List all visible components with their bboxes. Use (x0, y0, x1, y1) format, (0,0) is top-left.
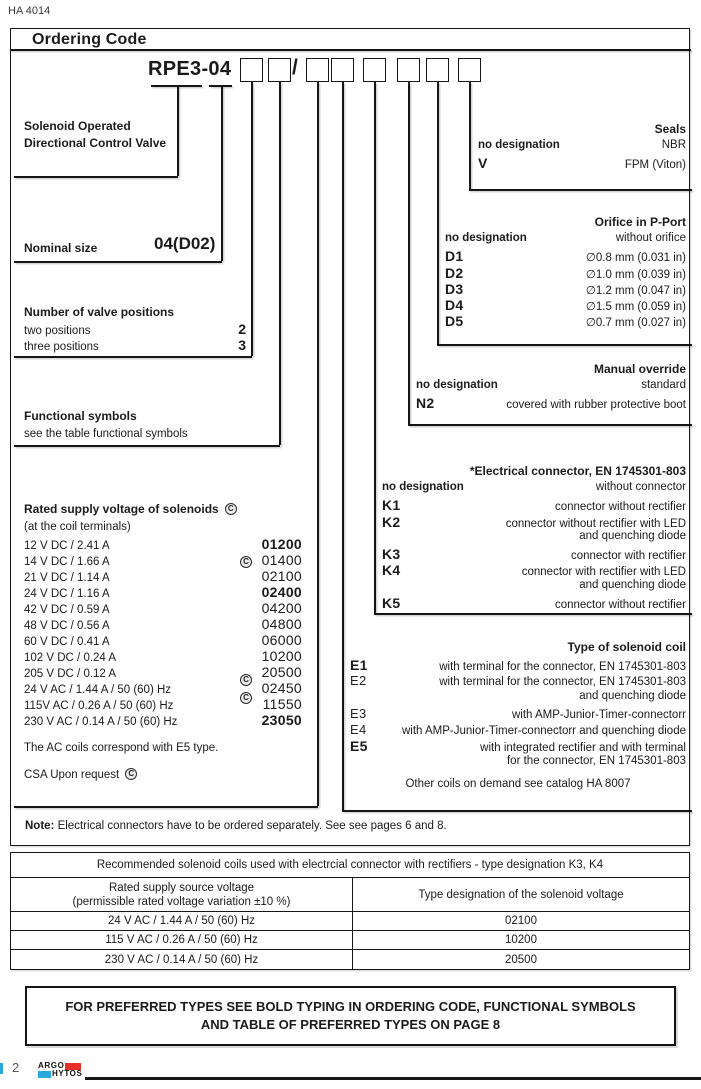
csa-mark-icon (225, 503, 237, 515)
connector-code: K1 (382, 497, 401, 514)
seals-title: Seals (654, 122, 686, 136)
voltage-row (24, 584, 302, 600)
voltage-code: 10200 (261, 648, 302, 664)
connector-row (382, 514, 686, 530)
csa-request-text: CSA Upon request (24, 769, 120, 781)
table-row (11, 931, 689, 950)
coil-row-cont (350, 755, 686, 771)
voltage-label: 115V AC / 0.26 A / 50 (60) Hz (24, 700, 174, 712)
orifice-code: D1 (445, 248, 464, 265)
connector-line-nominal-size (221, 86, 223, 261)
voltage-title (24, 501, 237, 518)
connector-line-voltage (317, 82, 319, 806)
connector-line-coil (342, 82, 344, 810)
code-box-8 (458, 58, 481, 82)
voltage-label: 205 V DC / 0.12 A (24, 668, 117, 680)
table-cell-designation: 20500 (505, 953, 537, 966)
voltage-code: 04800 (261, 616, 302, 632)
valve-type-line1: Solenoid Operated (24, 119, 131, 133)
connector-row (382, 562, 686, 578)
voltage-label: 14 V DC / 1.66 A (24, 556, 110, 568)
nominal-size-label: Nominal size (24, 241, 98, 255)
orifice-row (445, 281, 686, 297)
csa-request-note (24, 767, 137, 783)
coil-desc: with terminal for the connector, EN 1745301-803 (439, 661, 686, 673)
connector-row (382, 481, 686, 497)
voltage-code: 04200 (261, 600, 302, 616)
voltage-label: 102 V DC / 0.24 A (24, 652, 117, 664)
connector-row-cont (382, 530, 686, 546)
connector-code: K3 (382, 546, 401, 563)
connector-code: K5 (382, 595, 401, 612)
coil-row (350, 673, 686, 689)
connector-row (382, 497, 686, 513)
recommended-coils-table (10, 852, 690, 970)
connector-desc2: and quenching diode (579, 578, 686, 591)
footer-rule (85, 1077, 701, 1080)
voltage-code: 06000 (261, 632, 302, 648)
ac-coils-note: The AC coils correspond with E5 type. (24, 742, 219, 754)
orifice-row (445, 232, 686, 248)
position-label: two positions (24, 325, 91, 337)
coil-desc: with AMP-Junior-Timer-connectorr and quenching diode (401, 725, 686, 738)
nominal-size-value: 04(D02) (154, 234, 216, 253)
logo-argo-text: ARGO (38, 1061, 65, 1070)
orifice-desc: ∅1.5 mm (0.059 in) (585, 301, 686, 314)
logo-row-bottom (38, 1070, 82, 1078)
positions-title: Number of valve positions (24, 305, 175, 319)
orifice-desc: ∅1.0 mm (0.039 in) (585, 268, 686, 281)
orifice-desc: without orifice (615, 232, 686, 244)
voltage-label: 24 V AC / 1.44 A / 50 (60) Hz (24, 684, 172, 696)
note-text: Electrical connectors have to be ordered separately. See see pages 6 and 8. (54, 820, 447, 832)
page-title: Ordering Code (32, 31, 147, 48)
voltage-row (24, 664, 302, 680)
connector-desc: connector with rectifier with LED (521, 566, 686, 579)
voltage-label: 12 V DC / 2.41 A (24, 540, 110, 552)
connector-line-orifice (437, 82, 439, 344)
override-title: Manual override (593, 362, 686, 376)
voltage-label: 42 V DC / 0.59 A (24, 604, 110, 616)
underline-orifice (437, 344, 692, 346)
orifice-desc: ∅1.2 mm (0.047 in) (585, 284, 686, 297)
code-box-4 (331, 58, 354, 82)
preferred-line1: FOR PREFERRED TYPES SEE BOLD TYPING IN ORDERING CODE, FUNCTIONAL SYMBOLS (65, 999, 636, 1014)
voltage-code: 02100 (261, 568, 302, 584)
orifice-row (445, 265, 686, 281)
coil-title: Type of solenoid coil (567, 640, 686, 654)
voltage-label: 21 V DC / 1.14 A (24, 572, 110, 584)
underline-elconnector (374, 613, 692, 615)
orifice-code: D4 (445, 297, 464, 314)
logo-hytos-text: HYTOS (52, 1069, 83, 1078)
csa-mark-icon (125, 768, 137, 780)
connector-line-positions (251, 82, 253, 356)
position-code: 2 (238, 321, 246, 337)
table-col1-header (11, 878, 353, 911)
table-title-row (11, 853, 689, 878)
voltage-code: 02450 (261, 680, 302, 696)
override-code: N2 (416, 395, 435, 412)
orifice-code: D3 (445, 280, 464, 297)
connector-line-valve-type (177, 86, 179, 176)
valve-type-line2: Directional Control Valve (24, 136, 167, 150)
voltage-row (24, 632, 302, 648)
seals-block (478, 122, 686, 172)
position-code: 3 (238, 337, 246, 353)
override-row (416, 395, 686, 411)
voltage-code: 11550 (262, 696, 302, 712)
coil-row-cont (350, 690, 686, 706)
override-desc: covered with rubber protective boot (506, 399, 686, 412)
coil-row (350, 657, 686, 673)
connector-line-elconnector (374, 82, 376, 613)
voltage-row (24, 680, 302, 696)
connector-line-functional (279, 82, 281, 445)
code-box-7 (426, 58, 449, 82)
position-label: three positions (24, 341, 99, 353)
connector-desc: without connector (595, 481, 686, 493)
page-number: 2 (12, 1060, 20, 1075)
table-cell-voltage: 230 V AC / 0.14 A / 50 (60) Hz (11, 950, 353, 969)
connector-row-cont (382, 579, 686, 595)
orifice-block (445, 215, 686, 330)
orifice-code: no designation (445, 232, 527, 244)
override-code: no designation (416, 379, 498, 391)
connector-desc: connector without rectifier (554, 501, 686, 514)
valve-type-label (24, 118, 166, 152)
col1-header-line1: Rated supply source voltage (108, 881, 255, 894)
coil-code: E5 (350, 738, 368, 755)
doc-code: HA 4014 (8, 5, 51, 17)
underline-coil (342, 810, 692, 812)
voltage-rows (24, 536, 302, 728)
coil-desc: with terminal for the connector, EN 1745301-803 (439, 676, 686, 689)
csa-mark-icon (240, 556, 252, 568)
underline-seals (469, 189, 692, 191)
connector-desc: connector without rectifier (554, 599, 686, 612)
functional-title: Functional symbols (24, 409, 137, 423)
positions-row (24, 337, 246, 353)
note-line (25, 820, 447, 832)
voltage-row (24, 616, 302, 632)
coil-row (350, 722, 686, 738)
code-box-5 (363, 58, 386, 82)
voltage-row (24, 552, 302, 568)
preferred-types-box (25, 986, 676, 1046)
underline-positions (14, 356, 252, 358)
voltage-code: 23050 (261, 712, 302, 728)
functional-subtitle: see the table functional symbols (24, 428, 188, 440)
ordering-code-model: RPE3-04 (148, 58, 232, 80)
underline-nominal-size (14, 261, 222, 263)
override-desc: standard (641, 379, 686, 391)
voltage-label: 230 V AC / 0.14 A / 50 (60) Hz (24, 716, 178, 728)
voltage-row (24, 568, 302, 584)
coil-code: E2 (350, 673, 367, 689)
table-row (11, 912, 689, 931)
voltage-label: 48 V DC / 0.56 A (24, 620, 110, 632)
coil-desc2: and quenching diode (579, 689, 686, 702)
coil-desc: with integrated rectifier and with terminal (480, 742, 686, 755)
orifice-desc: ∅0.7 mm (0.027 in) (585, 317, 686, 330)
col1-header-line2: (permissible rated voltage variation ±10 %) (72, 895, 291, 908)
table-cell-designation: 10200 (505, 934, 537, 946)
seals-desc: FPM (Viton) (624, 159, 686, 172)
table-col2-header: Type designation of the solenoid voltage (418, 888, 624, 901)
voltage-row (24, 712, 302, 728)
table-cell-voltage: 24 V AC / 1.44 A / 50 (60) Hz (11, 912, 353, 930)
coil-block (350, 640, 686, 771)
connector-row (382, 546, 686, 562)
positions-rows (24, 321, 246, 353)
table-cell-voltage: 115 V AC / 0.26 A / 50 (60) Hz (11, 931, 353, 949)
orifice-desc: ∅0.8 mm (0.031 in) (585, 252, 686, 265)
coil-desc2: for the connector, EN 1745301-803 (506, 754, 686, 767)
coil-code: E1 (350, 657, 368, 673)
connector-row (382, 595, 686, 611)
seals-code: V (478, 155, 488, 172)
underline-voltage (14, 806, 318, 808)
voltage-row (24, 536, 302, 552)
code-box-1 (240, 58, 263, 82)
coil-desc: with AMP-Junior-Timer-connectorr (511, 708, 686, 721)
print-registration-mark (0, 1063, 3, 1074)
voltage-subtitle: (at the coil terminals) (24, 521, 131, 533)
table-cell-designation: 02100 (505, 915, 537, 927)
override-block (416, 362, 686, 412)
coil-code: E4 (350, 722, 367, 738)
connector-desc: connector with rectifier (570, 550, 686, 563)
other-coils-note: Other coils on demand see catalog HA 8007 (405, 778, 631, 790)
logo-cyan-block-icon (38, 1071, 51, 1078)
orifice-code: D5 (445, 313, 464, 330)
voltage-title-text: Rated supply voltage of solenoids (24, 502, 219, 516)
csa-mark-icon (240, 692, 252, 704)
seals-row (478, 139, 686, 155)
voltage-row (24, 600, 302, 616)
voltage-code: 01200 (261, 536, 302, 552)
code-separator: / (292, 56, 298, 79)
connector-desc: connector without rectifier with LED (505, 517, 686, 530)
orifice-row (445, 297, 686, 313)
voltage-row (24, 696, 302, 712)
voltage-code: 02400 (261, 584, 302, 600)
seals-row (478, 155, 686, 171)
csa-mark-icon (240, 674, 252, 686)
seals-code: no designation (478, 139, 560, 151)
table-title: Recommended solenoid coils used with electrcial connector with rectifiers - type designation K3, K4 (96, 859, 604, 871)
preferred-line2: AND TABLE OF PREFERRED TYPES ON PAGE 8 (200, 1017, 501, 1032)
underline-valve-type (14, 176, 178, 178)
override-row (416, 379, 686, 395)
positions-row (24, 321, 246, 337)
voltage-row (24, 648, 302, 664)
coil-row (350, 738, 686, 754)
orifice-row (445, 313, 686, 329)
underline-functional (14, 445, 280, 447)
connector-block (382, 464, 686, 611)
voltage-code: 01400 (261, 552, 302, 568)
coil-code: E3 (350, 705, 367, 721)
title-underline (10, 49, 691, 51)
underline-override (408, 424, 692, 426)
table-header-row (11, 878, 689, 912)
connector-line-seals (469, 82, 471, 189)
code-box-3 (306, 58, 329, 82)
argo-hytos-logo (38, 1062, 82, 1078)
voltage-code: 20500 (261, 664, 302, 680)
voltage-label: 24 V DC / 1.16 A (24, 588, 110, 600)
connector-line-override (408, 82, 410, 424)
voltage-label: 60 V DC / 0.41 A (24, 636, 110, 648)
connector-code: K2 (382, 513, 401, 530)
table-row (11, 950, 689, 969)
seals-desc: NBR (661, 139, 686, 151)
connector-title: *Electrical connector, EN 1745301-803 (469, 464, 686, 478)
orifice-code: D2 (445, 264, 464, 281)
connector-code: no designation (382, 481, 464, 493)
code-box-2 (268, 58, 291, 82)
connector-code: K4 (382, 562, 401, 579)
orifice-title: Orifice in P-Port (594, 215, 686, 229)
coil-row (350, 706, 686, 722)
connector-desc2: and quenching diode (579, 529, 686, 542)
orifice-row (445, 248, 686, 264)
code-box-6 (397, 58, 420, 82)
note-label: Note: (25, 820, 55, 832)
